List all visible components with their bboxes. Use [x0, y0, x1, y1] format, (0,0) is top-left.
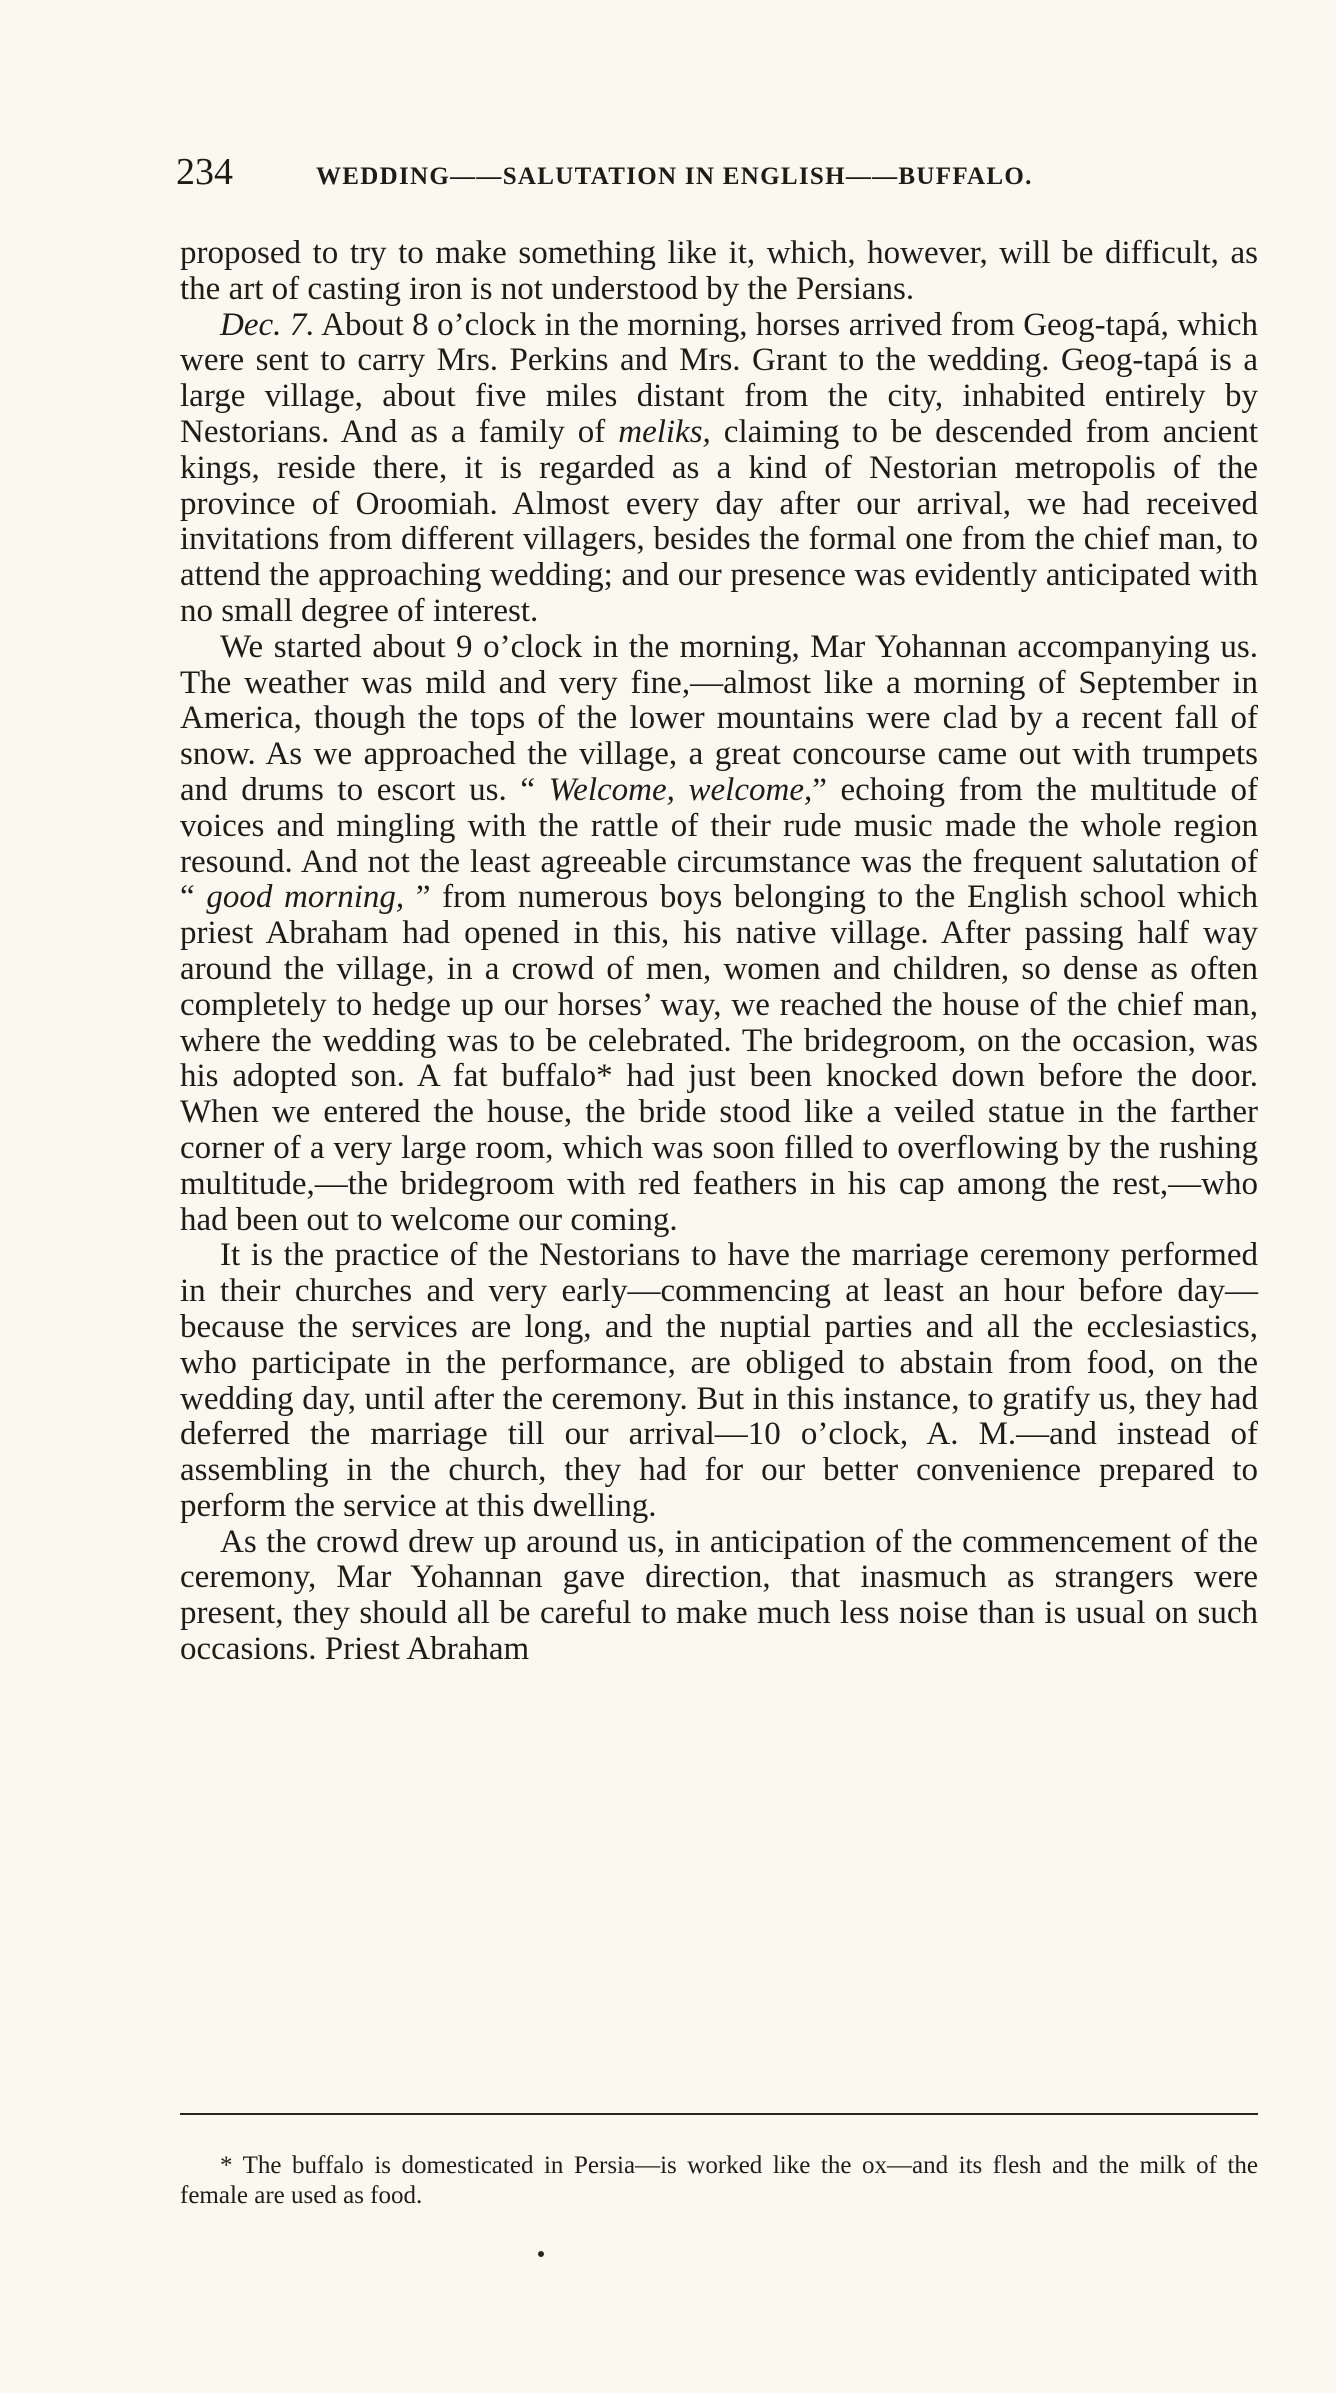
date-label: Dec. 7.: [220, 306, 315, 343]
body-text: [180, 236, 1258, 1668]
footnote-rule: [180, 2113, 1258, 2115]
paragraph-practice: It is the practice of the Nestorians to have the marriage ceremony performed in their churches and very early—commencing at least an hour before day—because the services are long, and the nuptial parties and all the ecclesiastics, who participate in the performance, are obliged to abstain from food, on the wedding day, until after the ceremony. But in this instance, to gratify us, they had deferred the marriage till our arrival—10 o’clock, A. M.—and instead of assembling in the church, they had for our better convenience prepared to perform the service at this dwelling.: [180, 1237, 1258, 1524]
page-header: [176, 150, 1156, 210]
footnote: * The buffalo is domesticated in Persia—is worked like the ox—and its flesh and the milk of the female are used as food.: [180, 2152, 1258, 2209]
italic-quote: good morning,: [206, 879, 405, 916]
page-number: 234: [176, 151, 233, 193]
italic-term: meliks,: [618, 413, 711, 450]
ink-speck: [538, 2251, 544, 2257]
paragraph-arrival: [180, 630, 1258, 1239]
paragraph-text: About 8 o’clock in the morning, horses arrived from Geog-tapá, which were sent to carry Mrs. Perkins and Mrs. Grant to the wedding. Geog-tapá is a large village, about five miles distant from the city, inhabited entirely by Nestorians. And as a family of: [180, 306, 1258, 450]
paragraph-continued: proposed to try to make something like it, which, however, will be difficult, as the art of casting iron is not understood by the Persians.: [180, 235, 1258, 307]
paragraph-dec-7: [180, 308, 1258, 630]
paragraph-text: ” from numerous boys belonging to the English school which priest Abraham had opened in this, his native village. After passing half way around the village, in a crowd of men, women and children, so dense as often completely to hedge up our horses’ way, we reached the house of the chief man, where the wedding was to be celebrated. The bridegroom, on the occasion, was his adopted son. A fat buffalo* had just been knocked down before the door. When we entered the house, the bride stood like a veiled statue in the farther corner of a very large room, which was soon filled to overflowing by the rushing multitude,—the bridegroom with red feathers in his cap among the rest,—who had been out to welcome our coming.: [180, 879, 1258, 1238]
paragraph-text: We started about 9 o’clock in the morning, Mar Yohannan accompanying us. The weather was mild and very fine,—almost like a morning of September in America, though the tops of the lower mountains were clad by a recent fall of snow. As we approached the village, a great concourse came out with trumpets and drums to escort us. “: [180, 628, 1258, 808]
running-head: WEDDING——SALUTATION IN ENGLISH——BUFFALO.: [316, 163, 1033, 190]
italic-quote: Welcome, welcome,: [548, 771, 813, 808]
paragraph-text: ” echoing from the multitude of voices and mingling with the rattle of their rude music made the whole region resound. And not the least agreeable circumstance was the frequent salutation of “: [180, 771, 1258, 916]
paragraph-ceremony: As the crowd drew up around us, in anticipation of the commencement of the ceremony, Mar Yohannan gave direction, that inasmuch as strangers were present, they should all be careful to make much less noise than is usual on such occasions. Priest Abraham: [180, 1523, 1258, 1668]
paragraph-text: claiming to be descended from ancient kings, reside there, it is regarded as a kind of Nestorian metropolis of the province of Oroomiah. Almost every day after our arrival, we had received invitations from different villagers, besides the formal one from the chief man, to attend the approaching wedding; and our presence was evidently anticipated with no small degree of interest.: [180, 413, 1258, 629]
